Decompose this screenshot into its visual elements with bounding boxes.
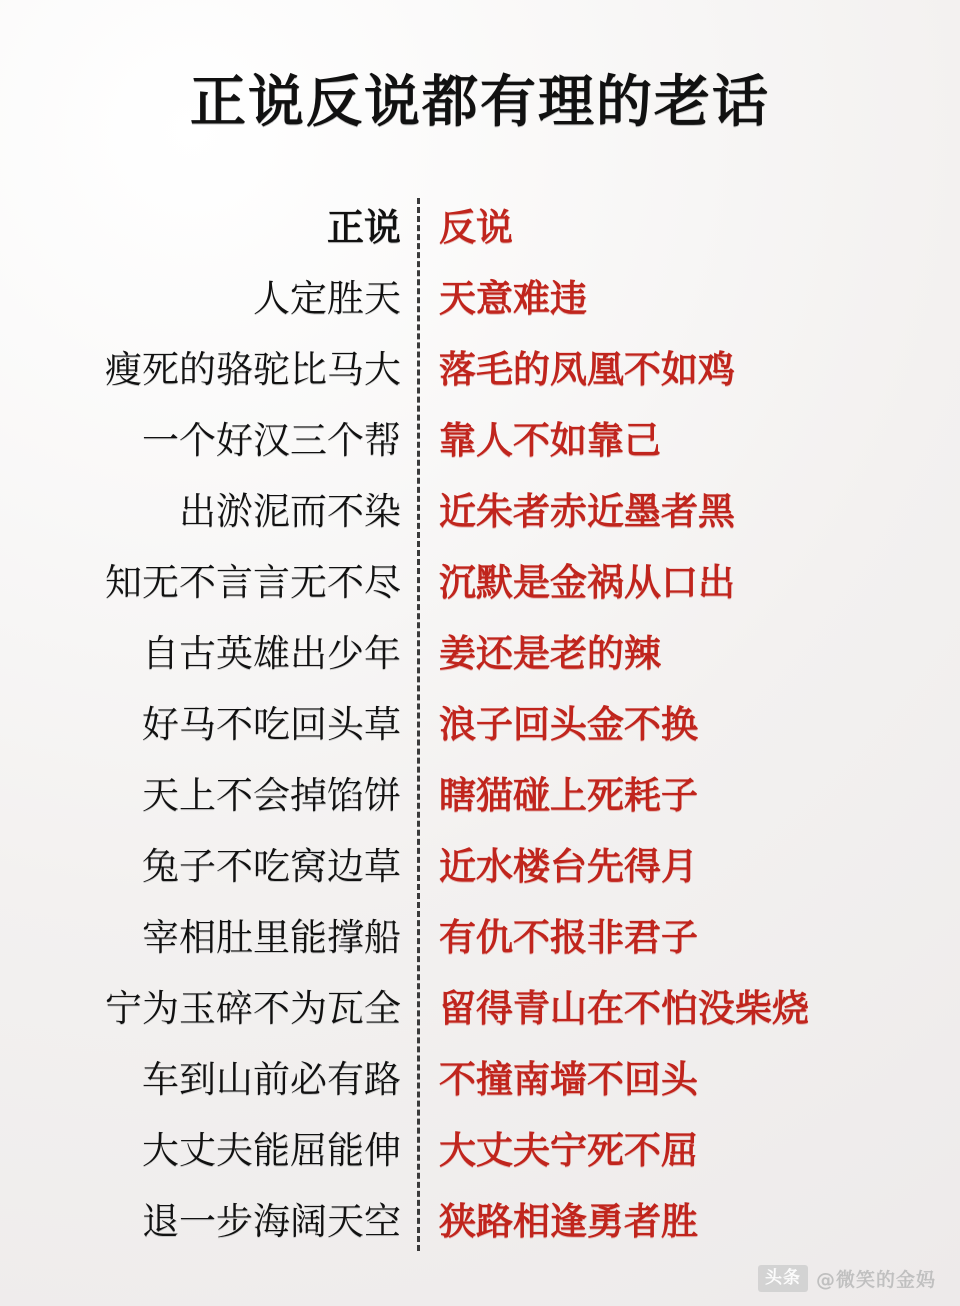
saying-positive: 人定胜天 [253, 276, 401, 320]
saying-positive: 知无不言言无不尽 [105, 560, 401, 604]
saying-negative: 浪子回头金不换 [439, 702, 698, 746]
saying-positive: 退一步海阔天空 [142, 1199, 401, 1243]
saying-negative: 大丈夫宁死不屈 [439, 1128, 698, 1172]
column-header-fanshuo: 反说 [439, 205, 513, 249]
table-row [51, 1186, 909, 1257]
table-row [51, 902, 909, 973]
table-row [51, 263, 909, 334]
saying-positive: 大丈夫能屈能伸 [142, 1128, 401, 1172]
saying-positive: 出淤泥而不染 [179, 489, 401, 533]
page-title: 正说反说都有理的老话 [190, 69, 770, 135]
table-row [51, 618, 909, 689]
saying-positive: 瘦死的骆驼比马大 [105, 347, 401, 391]
saying-positive: 一个好汉三个帮 [142, 418, 401, 462]
saying-negative: 姜还是老的辣 [439, 631, 661, 675]
table-row [51, 760, 909, 831]
saying-negative: 瞎猫碰上死耗子 [439, 773, 698, 817]
table-row [51, 831, 909, 902]
saying-negative: 近朱者赤近墨者黑 [439, 489, 735, 533]
saying-positive: 兔子不吃窝边草 [142, 844, 401, 888]
saying-positive: 宰相肚里能撑船 [142, 915, 401, 959]
saying-negative: 靠人不如靠己 [439, 418, 661, 462]
table-row [51, 334, 909, 405]
saying-negative: 近水楼台先得月 [439, 844, 698, 888]
saying-positive: 好马不吃回头草 [142, 702, 401, 746]
table-row [51, 476, 909, 547]
table-row [51, 973, 909, 1044]
toutiao-logo-icon: 头条 [758, 1265, 808, 1291]
table-row [51, 1115, 909, 1186]
saying-positive: 自古英雄出少年 [142, 631, 401, 675]
table-row [51, 689, 909, 760]
column-header-zhengshuo: 正说 [327, 205, 401, 249]
saying-negative: 留得青山在不怕没柴烧 [439, 986, 809, 1030]
saying-positive: 车到山前必有路 [142, 1057, 401, 1101]
column-divider [417, 198, 420, 1251]
saying-negative: 狭路相逢勇者胜 [439, 1199, 698, 1243]
saying-negative: 沉默是金祸从口出 [439, 560, 735, 604]
saying-negative: 落毛的凤凰不如鸡 [439, 347, 735, 391]
watermark [758, 1265, 936, 1292]
table-row [51, 547, 909, 618]
table-row [51, 1044, 909, 1115]
saying-negative: 有仇不报非君子 [439, 915, 698, 959]
table-header-row [51, 192, 909, 263]
sayings-table [51, 192, 909, 1257]
saying-positive: 宁为玉碎不为瓦全 [105, 986, 401, 1030]
saying-negative: 天意难违 [439, 276, 587, 320]
saying-negative: 不撞南墙不回头 [439, 1057, 698, 1101]
table-row [51, 405, 909, 476]
saying-positive: 天上不会掉馅饼 [142, 773, 401, 817]
sayings-table-wrapper [0, 192, 960, 1257]
watermark-author: @微笑的金妈 [815, 1269, 936, 1291]
